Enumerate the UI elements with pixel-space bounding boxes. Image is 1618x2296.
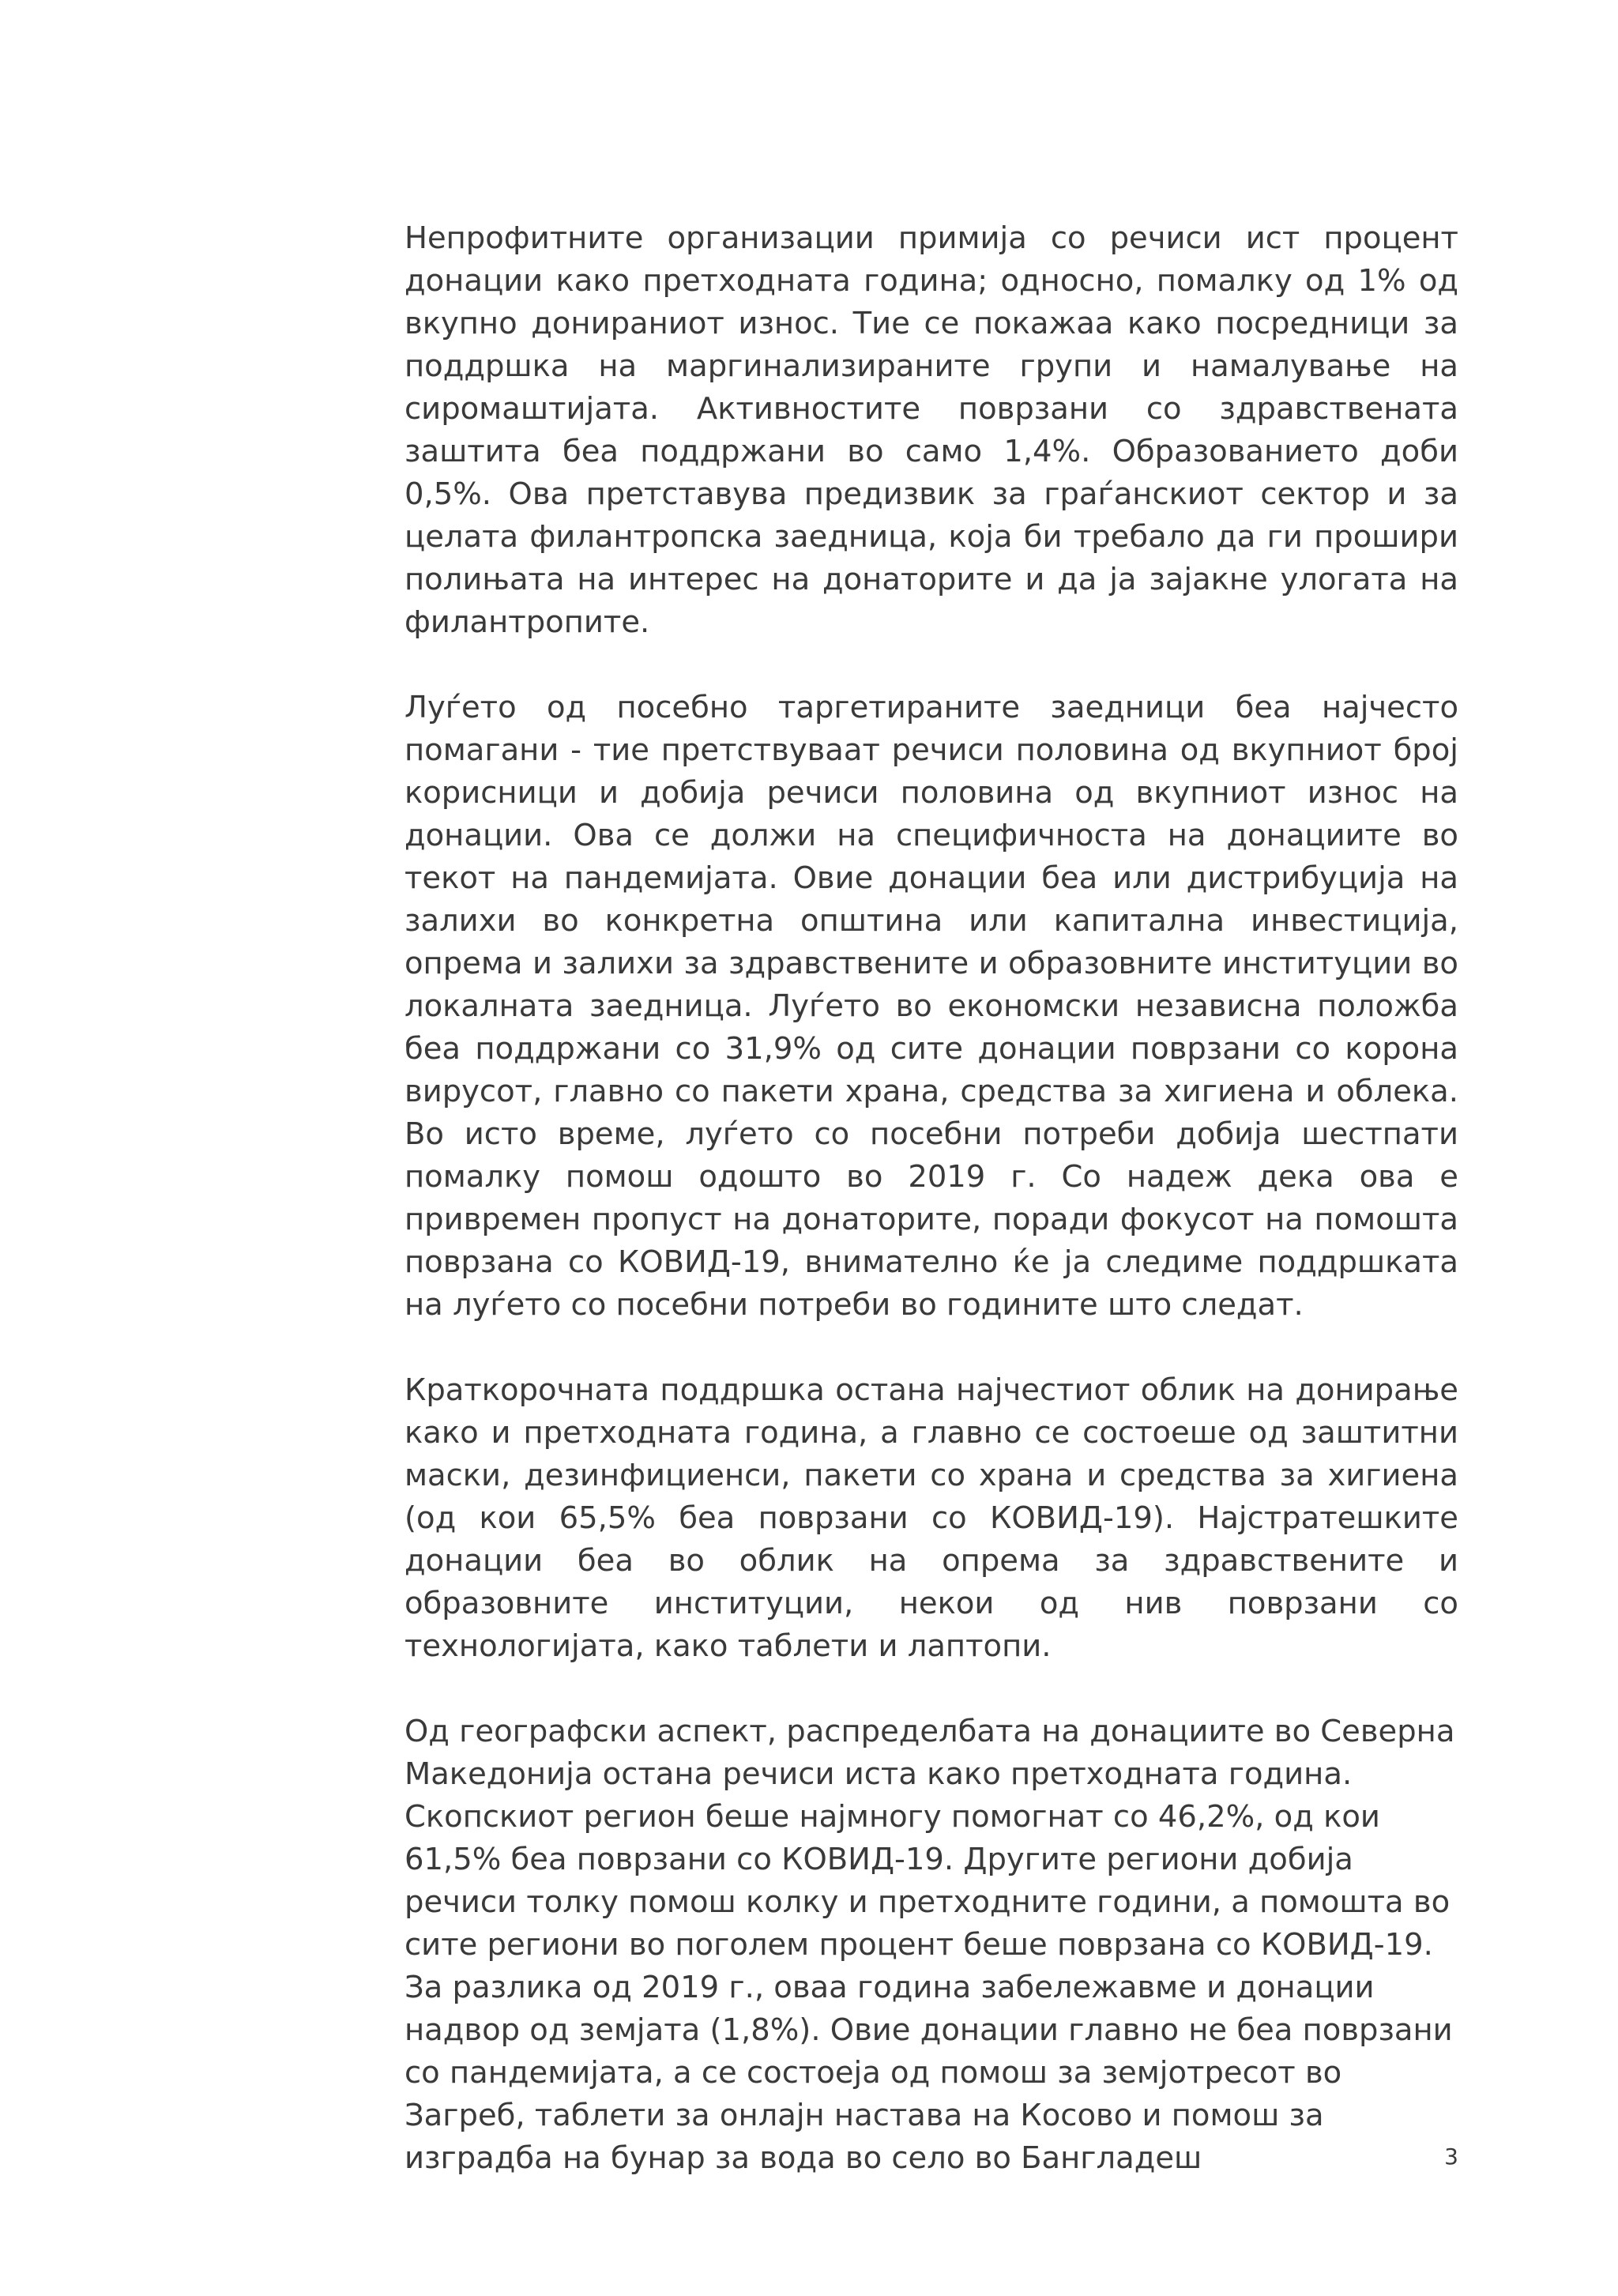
- paragraph-2: Луѓето од посебно таргетираните заедници беа најчесто помагани - тие претствуваат речиси половина од вкупниот број корисници и добија речиси половина од вкупниот износ на донации. Ова се должи на специфичноста на донациите во текот на пандемијата. Овие донации беа или дистрибуција на залихи во конкретна општина или капитална инвестиција, опрема и залихи за здравствените и образовните институции во локалната заедница. Луѓето во економски независна положба беа поддржани со 31,9% од сите донации поврзани со корона вирусот, главно со пакети храна, средства за хигиена и облека. Во исто време, луѓето со посебни потреби добија шестпати помалку помош одошто во 2019 г. Со надеж дека ова е привремен пропуст на донаторите, поради фокусот на помошта поврзана со КОВИД-19, внимателно ќе ја следиме поддршката на луѓето со посебни потреби во годините што следат.: [404, 690, 1458, 1323]
- paragraph-1: Непрофитните организации примија со речиси ист процент донации како претходната година; односно, помалку од 1% од вкупно донираниот износ. Тие се покажаа како посредници за поддршка на маргинализираните групи и намалување на сиромаштијата. Активностите поврзани со здравствената заштита беа поддржани во само 1,4%. Образованието доби 0,5%. Ова претставува предизвик за граѓанскиот сектор и за целата филантропска заедница, која би требало да ги прошири полињата на интерес на донаторите и да ја зајакне улогата на филантропите.: [404, 220, 1458, 640]
- page-number: 3: [1444, 2144, 1458, 2170]
- paragraph-3: Краткорочната поддршка остана најчестиот облик на донирање како и претходната година, а главно се состоеше од заштитни маски, дезинфициенси, пакети со храна и средства за хигиена (од кои 65,5% беа поврзани со КОВИД-19). Најстратешките донации беа во облик на опрема за здравствените и образовните институции, некои од нив поврзани со технологијата, како таблети и лаптопи.: [404, 1372, 1458, 1664]
- body-text: [404, 217, 1458, 2223]
- paragraph-4: Од географски аспект, распределбата на донациите во Северна Македонија остана речиси иста како претходната година. Скопскиот регион беше најмногу помогнат со 46,2%, од кои 61,5% беа поврзани со КОВИД-19. Другите региони добија речиси толку помош колку и претходните години, а помошта во сите региони во поголем процент беше поврзана со КОВИД-19. За разлика од 2019 г., оваа година забележавме и донации надвор од земјата (1,8%). Овие донации главно не беа поврзани со пандемијата, а се состоеја од помош за земјотресот во Загреб, таблети за онлајн настава на Косово и помош за изградба на бунар за вода во село во Бангладеш: [404, 1714, 1455, 2176]
